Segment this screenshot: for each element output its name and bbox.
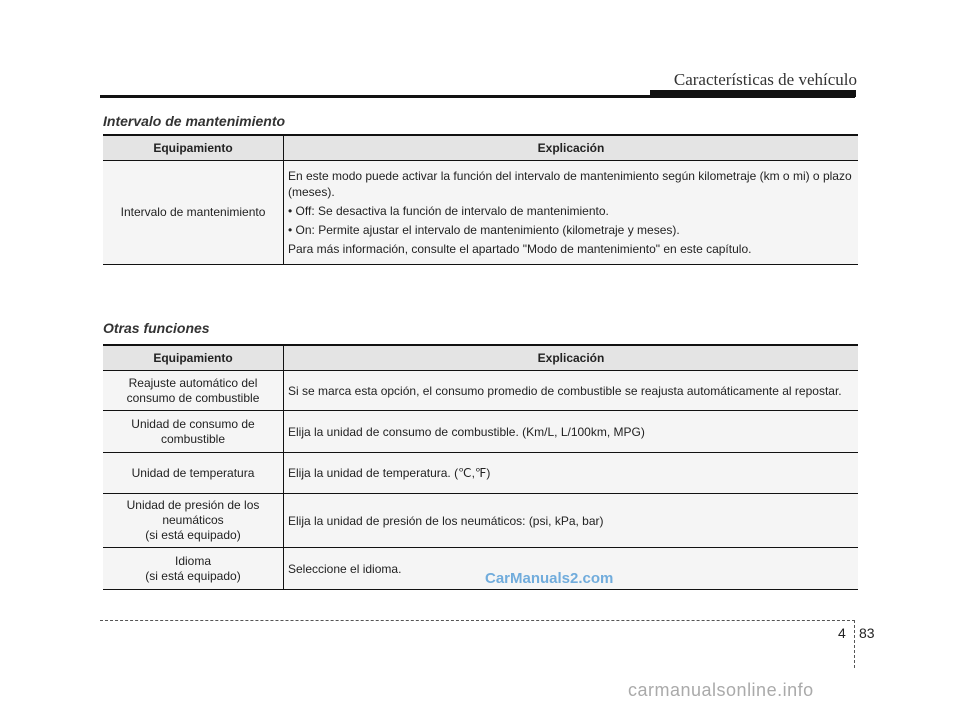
table-header-row [103,345,858,371]
section-title-other: Otras funciones [103,320,210,336]
site-watermark: carmanualsonline.info [628,680,814,700]
other-functions-table [103,344,858,590]
footer-rule [100,620,855,621]
equipment-cell [103,494,284,548]
equipment-line: Unidad de temperatura [131,465,255,480]
equipment-line: consumo de combustible [126,390,260,405]
explanation-list [288,203,854,238]
equipment-line: (si está equipado) [145,568,241,583]
list-item: • Off: Se desactiva la función de intervalo de mantenimiento. [288,203,854,219]
equipment-cell [103,371,284,411]
equipment-line: (si está equipado) [145,528,241,542]
table-row [103,411,858,453]
explanation-cell: Seleccione el idioma. [284,548,859,590]
header-rule-accent [650,90,856,97]
page-number: 83 [859,625,875,641]
table-header-row [103,135,858,161]
equipment-line: Unidad de consumo de [131,416,255,431]
explanation-outro: Para más información, consulte el apartado "Modo de mantenimiento" en este capítulo. [288,242,752,256]
chapter-number: 4 [838,625,846,641]
equipment-line: combustible [160,431,226,446]
equipment-line: Unidad de presión de los [126,498,260,512]
explanation-cell: Elija la unidad de temperatura. (℃,℉) [284,453,859,494]
column-header-explanation: Explicación [284,135,859,161]
equipment-cell [103,548,284,590]
carmanuals-watermark: CarManuals2.com [485,570,614,587]
equipment-cell: Intervalo de mantenimiento [103,161,284,265]
equipment-line: Idioma [174,553,212,568]
equipment-cell [103,411,284,453]
equipment-line: Reajuste automático del [128,375,258,390]
list-item: • On: Permite ajustar el intervalo de mantenimiento (kilometraje y meses). [288,222,854,238]
explanation-cell: Elija la unidad de consumo de combustible. (Km/L, L/100km, MPG) [284,411,859,453]
equipment-line: neumáticos [162,513,224,527]
explanation-cell: Si se marca esta opción, el consumo promedio de combustible se reajusta automáticamente al repostar. [284,371,859,411]
explanation-intro: En este modo puede activar la función del intervalo de mantenimiento según kilometraje (km o mi) o plazo (meses). [288,169,852,199]
explanation-cell [284,161,859,265]
table-row [103,548,858,590]
column-header-equipment: Equipamiento [103,135,284,161]
column-header-equipment: Equipamiento [103,345,284,371]
equipment-cell [103,453,284,494]
table-row [103,371,858,411]
table-row [103,161,858,265]
table-row [103,453,858,494]
page-number-divider [854,620,855,668]
column-header-explanation: Explicación [284,345,859,371]
page-header-title: Características de vehículo [673,70,857,89]
maintenance-table [103,134,858,265]
explanation-cell: Elija la unidad de presión de los neumáticos: (psi, kPa, bar) [284,494,859,548]
section-title-maintenance: Intervalo de mantenimiento [103,113,286,129]
table-row [103,494,858,548]
